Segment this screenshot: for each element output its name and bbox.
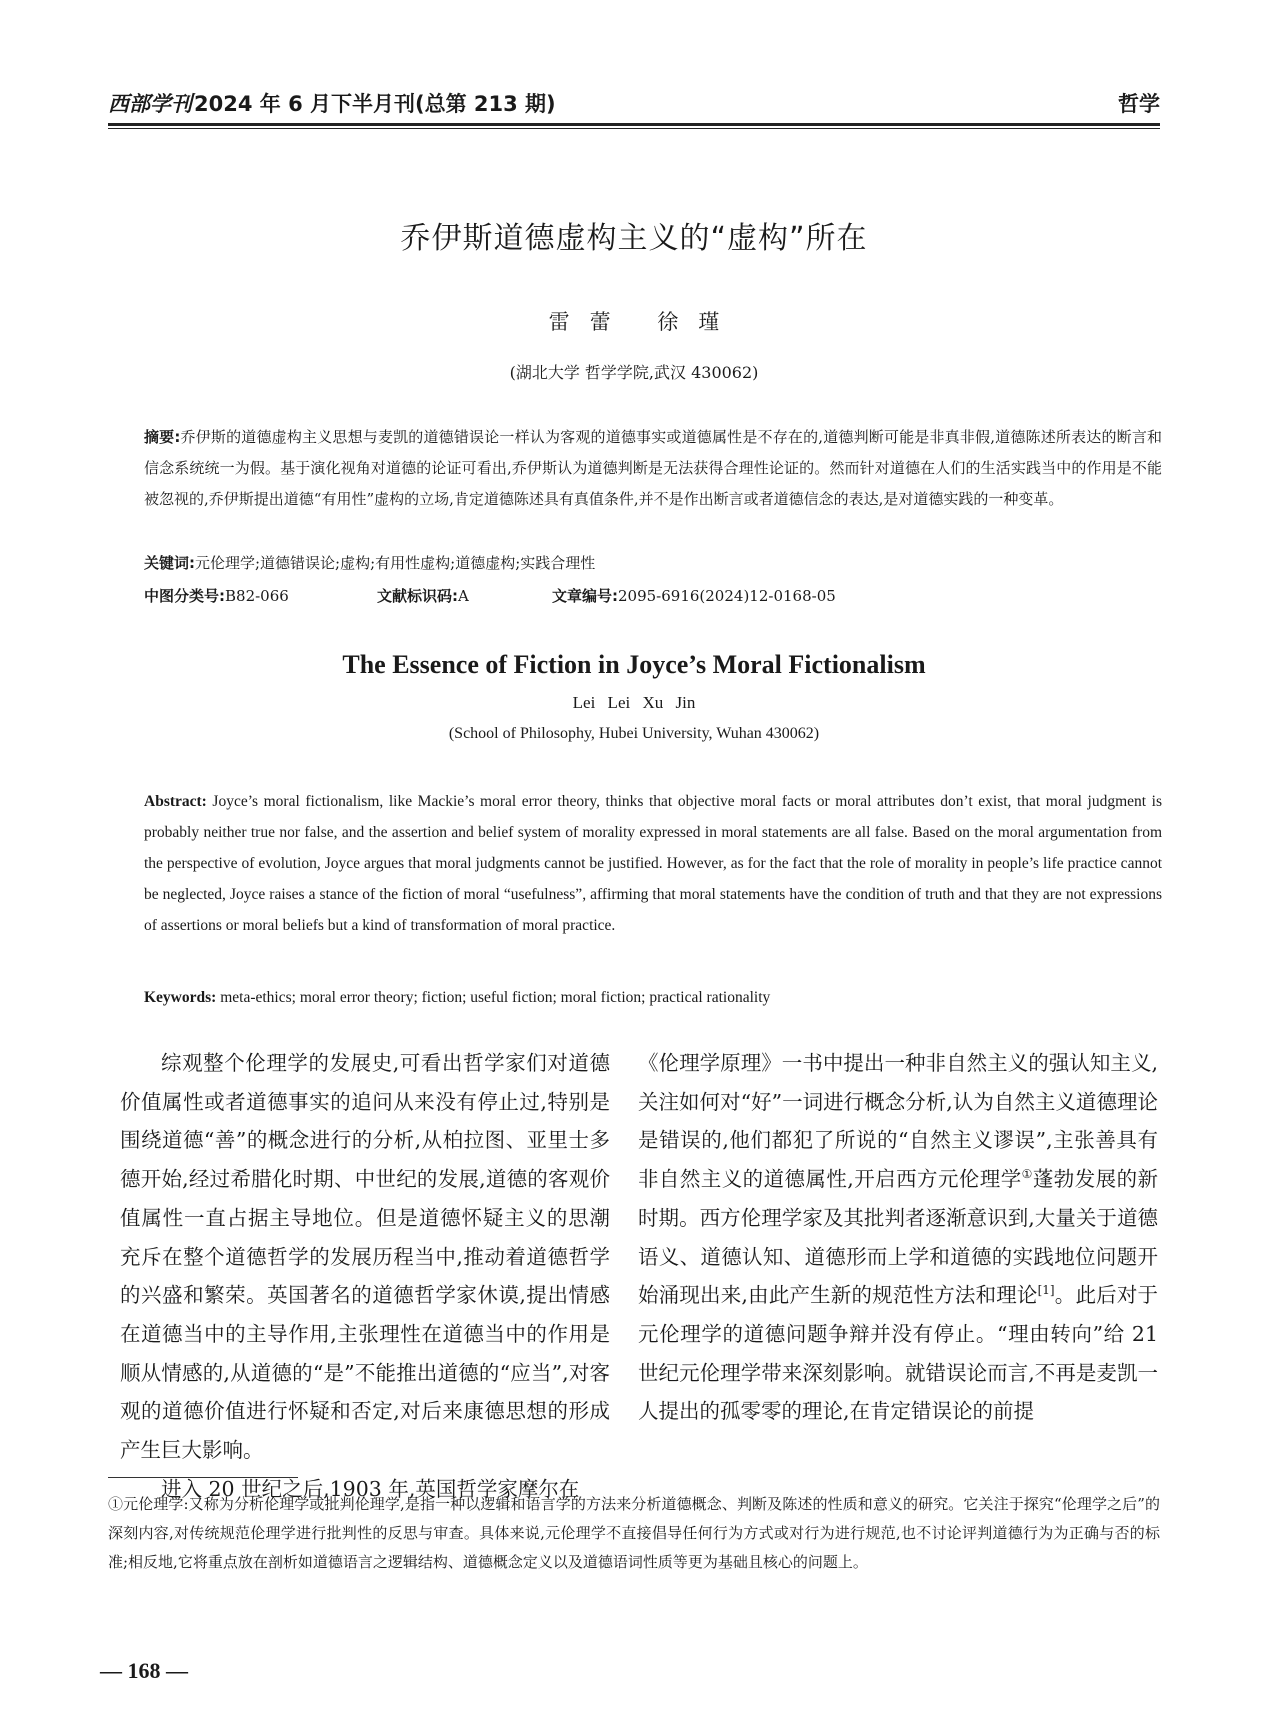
keywords-cn-label: 关键词: [144,554,195,572]
authors-en: Lei Lei Xu Jin [572,693,696,712]
clc-value: B82-066 [225,587,289,605]
article-label: 文章编号: [552,587,618,605]
abstract-cn [144,422,1162,515]
classification-line [144,581,1162,612]
keywords-en-text: meta-ethics; moral error theory; fiction; useful fiction; moral fiction; practical rationality [216,989,771,1006]
body-paragraph [638,1044,1158,1431]
footnote-reference: ① [1021,1167,1033,1182]
body-paragraph: 进入 20 世纪之后,1903 年,英国哲学家摩尔在 [161,1476,580,1501]
body-column-left [120,1044,610,1508]
article-value: 2095-6916(2024)12-0168-05 [618,587,836,605]
page-number: — 168 — [100,1658,188,1683]
header-rule [108,123,1160,126]
citation-reference: [1] [1037,1283,1055,1298]
authors-cn: 雷蕾 徐瑾 [548,310,740,334]
body-text: 。此后对于元伦理学的道德问题争辩并没有停止。“理由转向”给 21 世纪元伦理学带来深刻影响。就错误论而言,不再是麦凯一人提出的孤零零的理论,在肯定错误论的前提 [638,1283,1159,1424]
running-header [108,88,1160,122]
body-text: 《伦理学原理》一书中提出一种非自然主义的强认知主义,关注如何对“好”一词进行概念分析,认为自然主义道德理论是错误的,他们都犯了所说的“自然主义谬误”,主张善具有非自然主义的道德属性,开启西方元伦理学 [638,1051,1158,1192]
journal-issue [108,88,556,118]
clc-label: 中图分类号: [144,587,225,605]
keywords-en-label: Keywords: [144,989,217,1006]
doc-label: 文献标识码: [377,587,458,605]
affiliation-cn: (湖北大学 哲学学院,武汉 430062) [509,363,759,382]
affiliation-en: (School of Philosophy, Hubei University, Wuhan 430062) [448,725,820,742]
doc-code [377,581,552,612]
footnote-rule [108,1477,298,1478]
article-title-cn: 乔伊斯道德虚构主义的“虚构”所在 [400,221,868,256]
article-number [552,581,836,612]
abstract-en-text: Joyce’s moral fictionalism, like Mackie’s moral error theory, thinks that objective moral facts or moral attributes don’t exist, that moral judgment is probably neither true nor false, and the assertion and belief system of morality expressed in moral statements are all false. Based on the moral argumentation from the perspective of evolution, Joyce argues that moral judgments cannot be justified. However, as for the fact that the role of morality in people’s life practice cannot be neglected, Joyce raises a stance of the fiction of moral “usefulness”, affirming that moral statements have the condition of truth and that they are not expressions of assertions or moral beliefs but a kind of transformation of moral practice. [144,793,1162,934]
body-column-right [638,1044,1158,1431]
section-name: 哲学 [1118,92,1160,116]
keywords-en [144,982,1162,1013]
issue-info: 2024 年 6 月下半月刊(总第 213 期) [194,92,556,116]
abstract-cn-text: 乔伊斯的道德虚构主义思想与麦凯的道德错误论一样认为客观的道德事实或道德属性是不存在的,道德判断可能是非真非假,道德陈述所表达的断言和信念系统统一为假。基于演化视角对道德的论证可看出,乔伊斯认为道德判断是无法获得合理性论证的。然而针对道德在人们的生活实践当中的作用是不能被忽视的,乔伊斯提出道德“有用性”虚构的立场,肯定道德陈述具有真值条件,并不是作出断言或者道德信念的表达,是对道德实践的一种变革。 [144,428,1163,508]
footnote: ①元伦理学:又称为分析伦理学或批判伦理学,是指一种以逻辑和语言学的方法来分析道德概念、判断及陈述的性质和意义的研究。它关注于探究“伦理学之后”的深刻内容,对传统规范伦理学进行批判性的反思与审查。具体来说,元伦理学不直接倡导任何行为方式或对行为进行规范,也不讨论评判道德行为为正确与否的标准;相反地,它将重点放在剖析如道德语言之逻辑结构、道德概念定义以及道德语词性质等更为基础且核心的问题上。 [108,1495,1160,1571]
abstract-en [144,786,1162,941]
keywords-cn [144,548,1162,579]
header-rule-thin [108,128,1160,129]
clc-code [144,581,377,612]
article-title-en: The Essence of Fiction in Joyce’s Moral Fictionalism [342,650,926,679]
abstract-en-label: Abstract: [144,793,207,810]
body-paragraph: 综观整个伦理学的发展史,可看出哲学家们对道德价值属性或者道德事实的追问从来没有停止过,特别是围绕道德“善”的概念进行的分析,从柏拉图、亚里士多德开始,经过希腊化时期、中世纪的发展,道德的客观价值属性一直占据主导地位。但是道德怀疑主义的思潮充斥在整个道德哲学的发展历程当中,推动着道德哲学的兴盛和繁荣。英国著名的道德哲学家休谟,提出情感在道德当中的主导作用,主张理性在道德当中的作用是顺从情感的,从道德的“是”不能推出道德的“应当”,对客观的道德价值进行怀疑和否定,对后来康德思想的形成产生巨大影响。 [120,1051,610,1463]
keywords-cn-text: 元伦理学;道德错误论;虚构;有用性虚构;道德虚构;实践合理性 [195,554,596,572]
body-text: 蓬勃发展的新时期。西方伦理学家及其批判者逐渐意识到,大量关于道德语义、道德认知、道德形而上学和道德的实践地位问题开始涌现出来,由此产生新的规范性方法和理论 [638,1167,1159,1308]
abstract-cn-label: 摘要: [144,428,181,446]
doc-value: A [458,587,469,605]
journal-logo: 西部学刊 [108,91,192,116]
